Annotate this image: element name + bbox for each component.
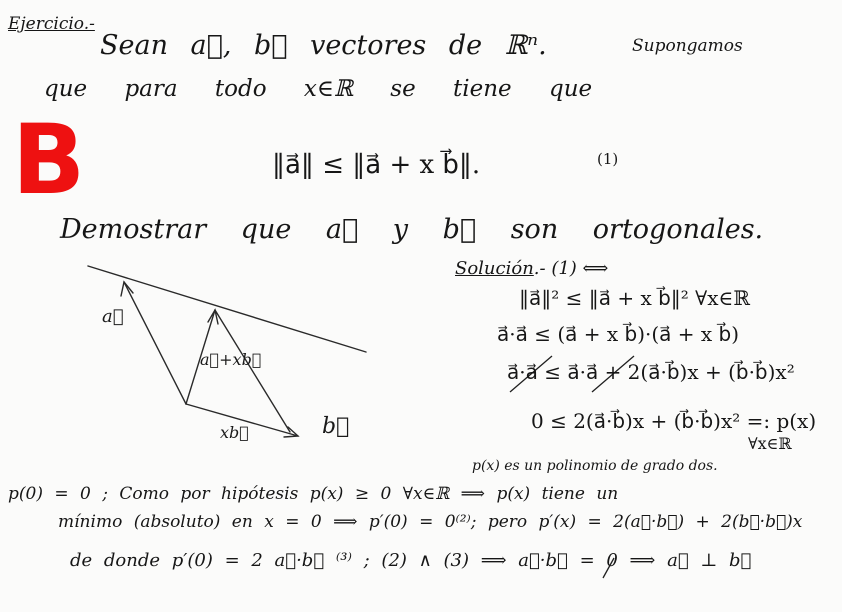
main-inequality: ‖a⃗‖ ≤ ‖a⃗ + x b⃗‖. — [272, 150, 481, 180]
statement-line-1-tail: Supongamos — [632, 36, 743, 56]
solution-title: Solución — [455, 258, 534, 279]
diagram-vector-a — [124, 282, 186, 404]
statement-line-1: Sean a⃗, b⃗ vectores de ℝⁿ. — [100, 30, 547, 61]
solution-step-4-tail: ∀x∈ℝ — [748, 434, 792, 453]
solution-step-3: a⃗·a⃗ ≤ a⃗·a⃗ + 2(a⃗·b⃗)x + (b⃗·b⃗)x² — [507, 360, 795, 384]
solution-title-tail: .- (1) ⟺ — [533, 258, 609, 279]
inequality-number: (1) — [597, 150, 619, 168]
diagram-label-b: b⃗ — [322, 414, 350, 439]
solution-step-1: ‖a⃗‖² ≤ ‖a⃗ + x b⃗‖² ∀x∈ℝ — [519, 286, 750, 310]
diagram-label-a-plus-xb: a⃗+xb⃗ — [200, 350, 262, 369]
diagram-parallel-b — [215, 310, 290, 432]
prove-statement: Demostrar que a⃗ y b⃗ son ortogonales. — [60, 214, 764, 245]
conclusion-line-1: p(0) = 0 ; Como por hipótesis p(x) ≥ 0 ∀x∈ℝ ⟹ p(x) tiene un — [8, 484, 619, 504]
diagram-line-top — [88, 266, 366, 352]
solution-step-4: 0 ≤ 2(a⃗·b⃗)x + (b⃗·b⃗)x² =: p(x) — [531, 409, 817, 433]
diagram-label-xb: xb⃗ — [220, 423, 249, 442]
polynomial-note: p(x) es un polinomio de grado dos. — [472, 458, 718, 474]
solution-step-2: a⃗·a⃗ ≤ (a⃗ + x b⃗)·(a⃗ + x b⃗) — [497, 322, 740, 346]
solution-heading — [455, 258, 608, 279]
conclusion-line-2: mínimo (absoluto) en x = 0 ⟹ p′(0) = 0⁽²⁾; pero p′(x) = 2(a⃗·b⃗) + 2(b⃗·b⃗)x — [58, 512, 803, 532]
diagram-label-a: a⃗ — [102, 306, 124, 327]
exercise-title: Ejercicio.- — [8, 14, 95, 34]
conclusion-line-3: de donde p′(0) = 2 a⃗·b⃗ ⁽³⁾ ; (2) ∧ (3) ⟹ a⃗·b⃗ = 0 ⟹ a⃗ ⊥ b⃗ — [70, 550, 752, 571]
statement-line-2: que para todo x∈ℝ se tiene que — [44, 76, 593, 102]
red-letter-logo: B — [12, 104, 86, 216]
